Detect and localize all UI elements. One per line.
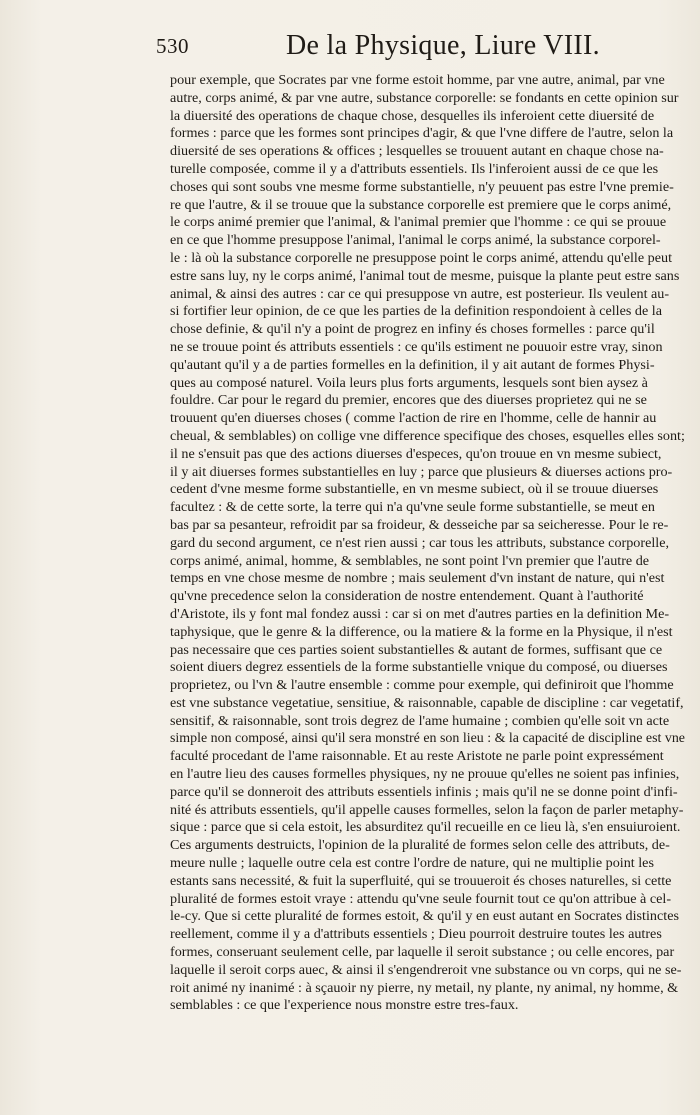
text-line: le : là où la substance corporelle ne presuppose point le corps animé, attendu qu'elle peut	[170, 249, 673, 266]
text-line: trouuent qu'en diuerses choses ( comme l'action de rire en l'homme, celle de hannir au	[170, 410, 657, 427]
text-line: semblables : ce que l'experience nous monstre estre tres-faux.	[170, 997, 519, 1014]
text-line: soient diuers degrez essentiels de la forme substantielle vnique du composé, ou diuerses	[170, 659, 668, 676]
text-line: faculté procedant de l'ame raisonnable. Et au reste Aristote ne parle point expressément	[170, 748, 664, 765]
page-number: 530	[156, 34, 189, 58]
text-line: Ces arguments destruicts, l'opinion de la pluralité de formes selon celle des attributs, de-	[170, 837, 670, 854]
text-line: cheual, & semblables) on collige vne difference specifique des choses, esquelles elles sont;	[170, 427, 685, 444]
text-line: nité és attributs essentiels, qu'il appelle causes formelles, selon la façon de parler metaphy-	[170, 801, 684, 818]
text-line: diuersité de ses operations & offices ; lesquelles se trouuent autant en chaque chose na-	[170, 143, 664, 160]
text-line: le-cy. Que si cette pluralité de formes estoit, & qu'il y en eust autant en Socrates distinctes	[170, 908, 679, 925]
text-line: laquelle il seroit corps auec, & ainsi il s'engendreroit vne substance ou vn corps, qui ne se-	[170, 961, 682, 978]
text-line: pas necessaire que ces parties soient substantielles & autant de formes, suffisant que ce	[170, 641, 663, 658]
text-line: cedent d'vne mesme forme substantielle, en vn mesme subiect, où il se trouue diuerses	[170, 481, 659, 498]
text-line: il y ait diuerses formes substantielles en luy ; parce que plusieurs & diuerses actions pro-	[170, 463, 673, 480]
text-line: sensitif, & raisonnable, sont trois degrez de l'ame humaine ; combien qu'elle soit vn acte	[170, 712, 670, 729]
text-line: formes, conseruant seulement celle, par laquelle il seroit substance ; ou celle encores, par	[170, 944, 675, 961]
text-line: en l'autre lieu des causes formelles physiques, ny ne prouue qu'elles ne soient pas infinies,	[170, 766, 680, 783]
text-line: si fortifier leur opinion, de ce que les parties de la definition respondoient à celles de la	[170, 303, 663, 320]
text-line: la diuersité des operations de chaque chose, desquelles ils inferoient cette diuersité de	[170, 107, 655, 124]
text-line: pluralité de formes estoit vraye : attendu qu'vne seule fournit tout ce qu'on attribue à cel-	[170, 890, 672, 907]
text-line: corps animé, animal, homme, & semblables, ne sont point l'vn premier que l'autre de	[170, 552, 650, 569]
body-text	[170, 72, 685, 1015]
text-line: autre, corps animé, & par vne autre, substance corporelle: se fondants en cette opinion sur	[170, 89, 679, 106]
text-line: estants sans necessité, & fuit la superfluité, qui se trouueroit és choses naturelles, si cette	[170, 872, 672, 889]
text-line: taphysique, que le genre & la difference, ou la matiere & la forme en la Physique, il n'est	[170, 623, 673, 640]
text-line: reellement, comme il y a d'attributs essentiels ; Dieu pourroit destruire toutes les autres	[170, 926, 662, 943]
text-line: facultez : & de cette sorte, la terre qui n'a qu'vne seule forme substantielle, se meut en	[170, 499, 655, 516]
text-line: chose definie, & qu'il n'y a point de progrez en infiny és choses formelles : parce qu'il	[170, 321, 655, 338]
text-line: ques au composé naturel. Voila leurs plus forts arguments, lesquels sont bien aysez à	[170, 374, 648, 391]
text-line: le corps animé premier que l'animal, & l'animal premier que l'homme : ce qui se prouue	[170, 214, 667, 231]
text-line: pour exemple, que Socrates par vne forme estoit homme, par vne autre, animal, par vne	[170, 72, 665, 88]
text-line: d'Aristote, ils y font mal fondez aussi : car si on met d'autres parties en la definition Me-	[170, 605, 670, 622]
text-line: animal, & ainsi des autres : car ce qui presuppose vn autre, est posterieur. Ils veulent au-	[170, 285, 670, 302]
text-line: qu'autant qu'il y a de parties formelles en la definition, il y ait autant de formes Physi-	[170, 356, 655, 373]
running-title: De la Physique, Liure VIII.	[286, 30, 600, 61]
text-line: bas par sa pesanteur, refroidit par sa froideur, & desseiche par sa seicheresse. Pour le re-	[170, 516, 669, 533]
text-line: sique : parce que si cela estoit, les absurditez qu'il recueille en ce lieu là, s'en ensuiuroient.	[170, 819, 681, 836]
text-line: formes : parce que les formes sont principes d'agir, & que l'vne differe de l'autre, selon la	[170, 125, 674, 142]
text-line: choses qui sont soubs vne mesme forme substantielle, n'y peuuent pas estre l'vne premie-	[170, 178, 674, 195]
text-line: fouldre. Car pour le regard du premier, encores que des diuerses proprietez qui ne se	[170, 392, 647, 409]
text-line: est vne substance vegetatiue, sensitiue, & raisonnable, capable de discipline : car vegetatif,	[170, 694, 684, 711]
text-line: parce qu'il se donneroit des attributs essentiels infinis ; mais qu'il ne se donne point d'infi-	[170, 783, 678, 800]
page-header	[156, 30, 676, 70]
text-line: qu'vne precedence selon la consideration de nostre entendement. Quant à l'authorité	[170, 588, 644, 605]
text-line: simple non composé, ainsi qu'il sera monstré en son lieu : & la capacité de discipline est vne	[170, 730, 685, 747]
text-line: temps en vne chose mesme de nombre ; mais seulement d'vn instant de nature, qui n'est	[170, 570, 665, 587]
text-line: en ce que l'homme presuppose l'animal, l'animal le corps animé, la substance corporel-	[170, 232, 661, 249]
text-line: ne se trouue point és attributs essentiels : ce qu'ils estiment ne pouuoir estre vray, sinon	[170, 338, 663, 355]
text-line: gard du second argument, ce n'est rien aussi ; car tous les attributs, substance corporelle,	[170, 534, 670, 551]
text-line: re que l'autre, & il se trouue que la substance corporelle est premiere que le corps animé,	[170, 196, 672, 213]
text-line: il ne s'ensuit pas que des actions diuerses d'especes, qu'on trouue en vn mesme subiect,	[170, 445, 662, 462]
text-line: meure nulle ; laquelle outre cela est contre l'ordre de nature, qui ne multiplie point les	[170, 855, 654, 872]
text-line: proprietez, ou l'vn & l'autre ensemble : comme pour exemple, qui definiroit que l'homme	[170, 677, 674, 694]
text-line: turelle composée, comme il y a d'attributs essentiels. Ils l'inferoient aussi de ce que les	[170, 160, 659, 177]
text-line: estre sans luy, ny le corps animé, l'animal tout de mesme, puisque la plante peut estre sans	[170, 267, 680, 284]
text-line: roit animé ny inanimé : à sçauoir ny pierre, ny metail, ny plante, ny animal, ny homme, &	[170, 979, 679, 996]
